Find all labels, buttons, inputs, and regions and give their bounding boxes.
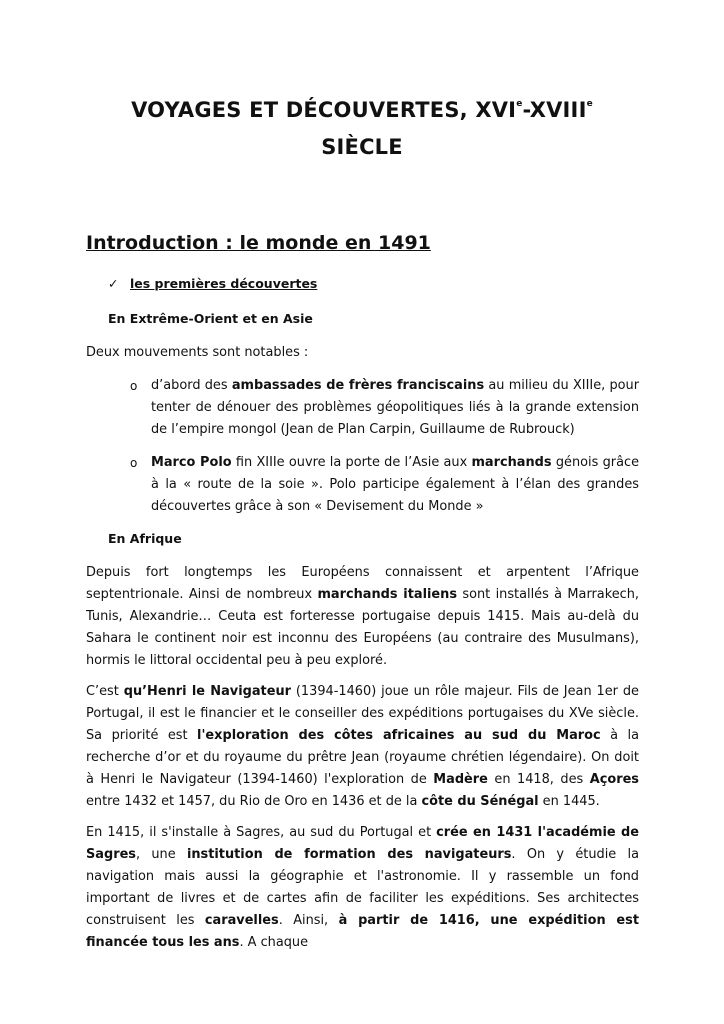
paragraph-afrique-3: En 1415, il s'installe à Sagres, au sud du Portugal et crée en 1431 l'académie de Sagres, une institution de formation des navigateurs. On y étudie la navigation mais aussi la géographie et l'astronomie. Il y rassemble un fond important de livres et de cartes afin de faciliter les expéditions. Ses architectes construisent les caravelles. Ainsi, à partir de 1416, une expédition est financée tous les ans. A chaque <box>86 825 640 950</box>
intro-heading: Introduction : le monde en 1491 <box>86 232 431 254</box>
list-item-text: d’abord des ambassades de frères franciscains au milieu du XIIIe, pour tenter de dénouer des problèmes géopolitiques liés à la grande extension de l’empire mongol (Jean de Plan Carpin, Guillaume de Rubrouck) <box>151 378 640 437</box>
checklist-label: les premières découvertes <box>130 276 318 291</box>
check-icon: ✓ <box>108 276 119 291</box>
subheading-afrique: En Afrique <box>108 531 182 546</box>
title-line-2: SIÈCLE <box>321 135 403 159</box>
lead-text: Deux mouvements sont notables : <box>86 345 309 360</box>
checklist-item <box>108 276 317 291</box>
bullet-marker: o <box>130 456 138 470</box>
title-superscript: e <box>516 99 523 109</box>
subheading-asie: En Extrême-Orient et en Asie <box>108 311 313 326</box>
title-text: -XVIII <box>522 98 587 122</box>
bullet-marker: o <box>130 379 138 393</box>
paragraph-lead <box>86 342 639 364</box>
title-superscript: e <box>586 99 593 109</box>
paragraph-afrique-1: Depuis fort longtemps les Européens connaissent et arpentent l’Afrique septentrionale. Ainsi de nombreux marchands italiens sont installés à Marrakech, Tunis, Alexandrie… Ceuta est forteresse portugaise depuis 1415. Mais au-delà du Sahara le continent noir est inconnu des Européens (au contraire des Musulmans), hormis le littoral occidental peu à peu exploré. <box>86 565 640 668</box>
title-text: VOYAGES ET DÉCOUVERTES, XVI <box>131 98 517 122</box>
list-item-text: Marco Polo fin XIIIe ouvre la porte de l’Asie aux marchands génois grâce à la « route de la soie ». Polo participe également à l’élan des grandes découvertes grâce à son « Devisement du Monde » <box>151 455 639 514</box>
title-line-1 <box>80 86 644 129</box>
paragraph-afrique-2: C’est qu’Henri le Navigateur (1394-1460) joue un rôle majeur. Fils de Jean 1er de Portugal, il est le financier et le conseiller des expéditions portugaises du XVe siècle. Sa priorité est l'exploration des côtes africaines au sud du Maroc à la recherche d’or et du royaume du prêtre Jean (royaume chrétien légendaire). On doit à Henri le Navigateur (1394-1460) l'exploration de Madère en 1418, des Açores entre 1432 et 1457, du Rio de Oro en 1436 et de la côte du Sénégal en 1445. <box>86 684 639 809</box>
document-title <box>80 86 644 166</box>
